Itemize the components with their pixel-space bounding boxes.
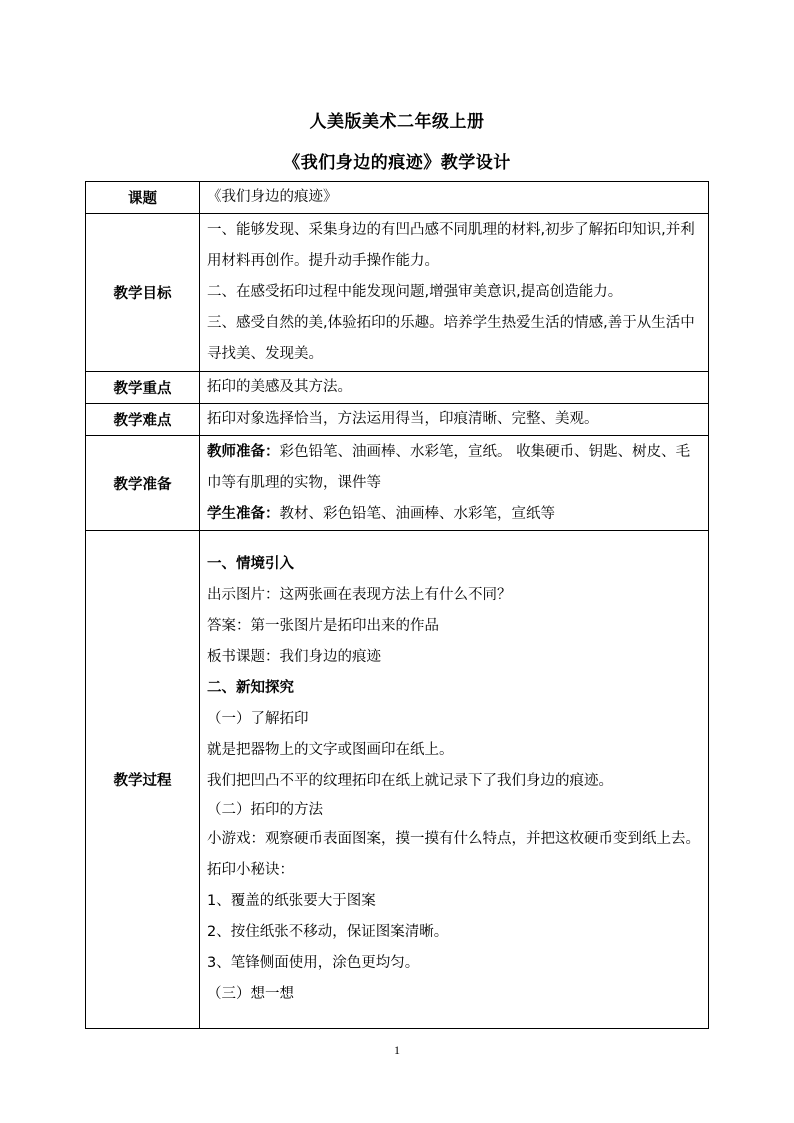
row-process bbox=[86, 531, 709, 1029]
document-title: 人美版美术二年级上册 bbox=[309, 112, 485, 132]
teacher-preparation-label: 教师准备： bbox=[207, 443, 280, 460]
lesson-plan-table bbox=[85, 181, 709, 1029]
difficulties-label: 教学难点 bbox=[86, 404, 200, 436]
teacher-preparation bbox=[207, 437, 702, 499]
objectives-label: 教学目标 bbox=[86, 214, 200, 372]
process-tips-title: 拓印小秘诀： bbox=[207, 862, 294, 878]
topic-text: 《我们身边的痕迹》 bbox=[207, 189, 338, 205]
process-value bbox=[200, 531, 709, 1029]
process-sub-1-title: （一）了解拓印 bbox=[207, 711, 309, 727]
process-s1-line-2: 答案：第一张图片是拓印出来的作品 bbox=[207, 618, 439, 634]
topic-label: 课题 bbox=[86, 182, 200, 214]
objective-item-1: 一、能够发现、采集身边的有凹凸感不同肌理的材料,初步了解拓印知识,并利用材料再创作。提升动手操作能力。 bbox=[207, 222, 695, 269]
difficulties-text: 拓印对象选择恰当，方法运用得当，印痕清晰、完整、美观。 bbox=[207, 411, 599, 427]
preparation-label: 教学准备 bbox=[86, 436, 200, 531]
process-sub-3-title: （三）想一想 bbox=[207, 986, 294, 1002]
process-section-2-title: 二、新知探究 bbox=[207, 680, 294, 696]
process-sub-2-title: （二）拓印的方法 bbox=[207, 802, 323, 818]
process-s1-line-3: 板书课题：我们身边的痕迹 bbox=[207, 649, 381, 665]
row-preparation bbox=[86, 436, 709, 531]
teacher-preparation-text: 彩色铅笔、油画棒、水彩笔，宣纸。 收集硬币、钥匙、树皮、毛巾等有肌理的实物，课件等 bbox=[207, 443, 691, 491]
student-preparation-label: 学生准备： bbox=[207, 505, 280, 522]
process-label: 教学过程 bbox=[86, 531, 200, 1029]
difficulties-value bbox=[200, 404, 709, 436]
row-key-points bbox=[86, 372, 709, 404]
key-points-text: 拓印的美感及其方法。 bbox=[207, 379, 352, 395]
topic-value bbox=[200, 182, 709, 214]
row-objectives bbox=[86, 214, 709, 372]
objective-item-3: 三、感受自然的美,体验拓印的乐趣。培养学生热爱生活的情感,善于从生活中寻找美、发现美。 bbox=[207, 315, 695, 362]
process-tip-2: 2、按住纸张不移动，保证图案清晰。 bbox=[207, 924, 449, 940]
process-sub-1-line-1: 就是把器物上的文字或图画印在纸上。 bbox=[207, 742, 454, 758]
document-subtitle: 《我们身边的痕迹》教学设计 bbox=[283, 153, 511, 173]
process-sub-2-line-1: 小游戏：观察硬币表面图案，摸一摸有什么特点，并把这枚硬币变到纸上去。 bbox=[207, 831, 700, 847]
key-points-label: 教学重点 bbox=[86, 372, 200, 404]
process-s1-line-1: 出示图片：这两张画在表现方法上有什么不同？ bbox=[207, 587, 512, 603]
objective-item-2: 二、在感受拓印过程中能发现问题,增强审美意识,提高创造能力。 bbox=[207, 284, 623, 300]
key-points-value bbox=[200, 372, 709, 404]
objectives-value bbox=[200, 214, 709, 372]
student-preparation bbox=[207, 499, 702, 530]
process-section-1-title: 一、情境引入 bbox=[207, 556, 294, 572]
process-sub-1-line-2: 我们把凹凸不平的纹理拓印在纸上就记录下了我们身边的痕迹。 bbox=[207, 773, 613, 789]
process-tip-1: 1、覆盖的纸张要大于图案 bbox=[207, 893, 376, 909]
page-number: 1 bbox=[394, 1043, 400, 1057]
row-difficulties bbox=[86, 404, 709, 436]
preparation-value bbox=[200, 436, 709, 531]
process-tip-3: 3、笔锋侧面使用，涂色更均匀。 bbox=[207, 955, 420, 971]
student-preparation-text: 教材、彩色铅笔、油画棒、水彩笔，宣纸等 bbox=[279, 505, 555, 522]
row-topic bbox=[86, 182, 709, 214]
